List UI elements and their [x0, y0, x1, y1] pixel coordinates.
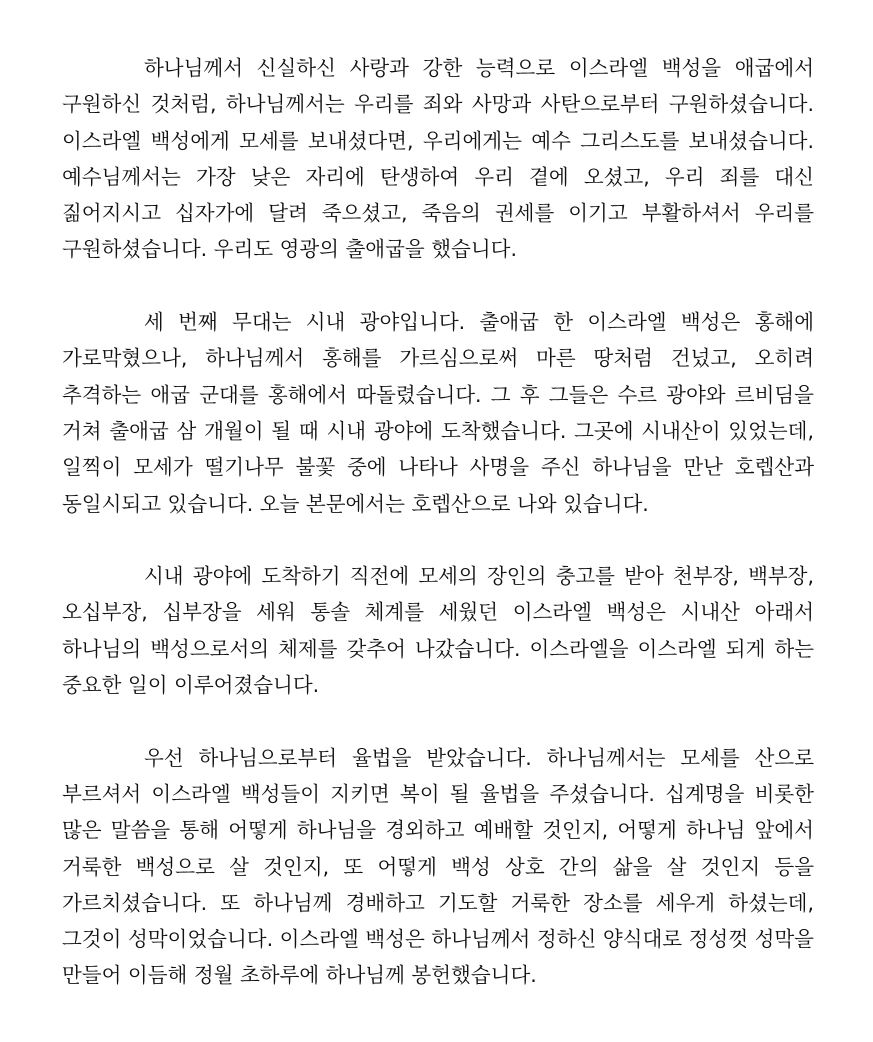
paragraph-1: 하나님께서 신실하신 사랑과 강한 능력으로 이스라엘 백성을 애굽에서 구원하신 것처럼, 하나님께서는 우리를 죄와 사망과 사탄으로부터 구원하셨습니다. 이스라엘 백성에게 모세를 보내셨다면, 우리에게는 예수 그리스도를 보내셨습니다. 예수님께서는 가장 낮은 자리에 탄생하여 우리 곁에 오셨고, 우리 죄를 대신 짊어지시고 십자가에 달려 죽으셨고, 죽음의 권세를 이기고 부활하셔서 우리를 구원하셨습니다. 우리도 영광의 출애굽을 했습니다.: [62, 56, 814, 262]
paragraph-2: 세 번째 무대는 시내 광야입니다. 출애굽 한 이스라엘 백성은 홍해에 가로막혔으나, 하나님께서 홍해를 가르심으로써 마른 땅처럼 건넜고, 오히려 추격하는 애굽 군대를 홍해에서 따돌렸습니다. 그 후 그들은 수르 광야와 르비딤을 거쳐 출애굽 삼 개월이 될 때 시내 광야에 도착했습니다. 그곳에 시내산이 있었는데, 일찍이 모세가 떨기나무 불꽃 중에 나타나 사명을 주신 하나님을 만난 호렙산과 동일시되고 있습니다. 오늘 본문에서는 호렙산으로 나와 있습니다.: [62, 310, 814, 516]
paragraph-3: 시내 광야에 도착하기 직전에 모세의 장인의 충고를 받아 천부장, 백부장, 오십부장, 십부장을 세워 통솔 체계를 세웠던 이스라엘 백성은 시내산 아래서 하나님의 백성으로서의 체제를 갖추어 나갔습니다. 이스라엘을 이스라엘 되게 하는 중요한 일이 이루어졌습니다.: [62, 564, 814, 698]
paragraph-4: 우선 하나님으로부터 율법을 받았습니다. 하나님께서는 모세를 산으로 부르셔서 이스라엘 백성들이 지키면 복이 될 율법을 주셨습니다. 십계명을 비롯한 많은 말씀을 통해 어떻게 하나님을 경외하고 예배할 것인지, 어떻게 하나님 앞에서 거룩한 백성으로 살 것인지, 또 어떻게 백성 상호 간의 삶을 살 것인지 등을 가르치셨습니다. 또 하나님께 경배하고 기도할 거룩한 장소를 세우게 하셨는데, 그것이 성막이었습니다. 이스라엘 백성은 하나님께서 정하신 양식대로 정성껏 성막을 만들어 이듬해 정월 초하루에 하나님께 봉헌했습니다.: [62, 745, 814, 988]
document-body: [62, 50, 814, 994]
